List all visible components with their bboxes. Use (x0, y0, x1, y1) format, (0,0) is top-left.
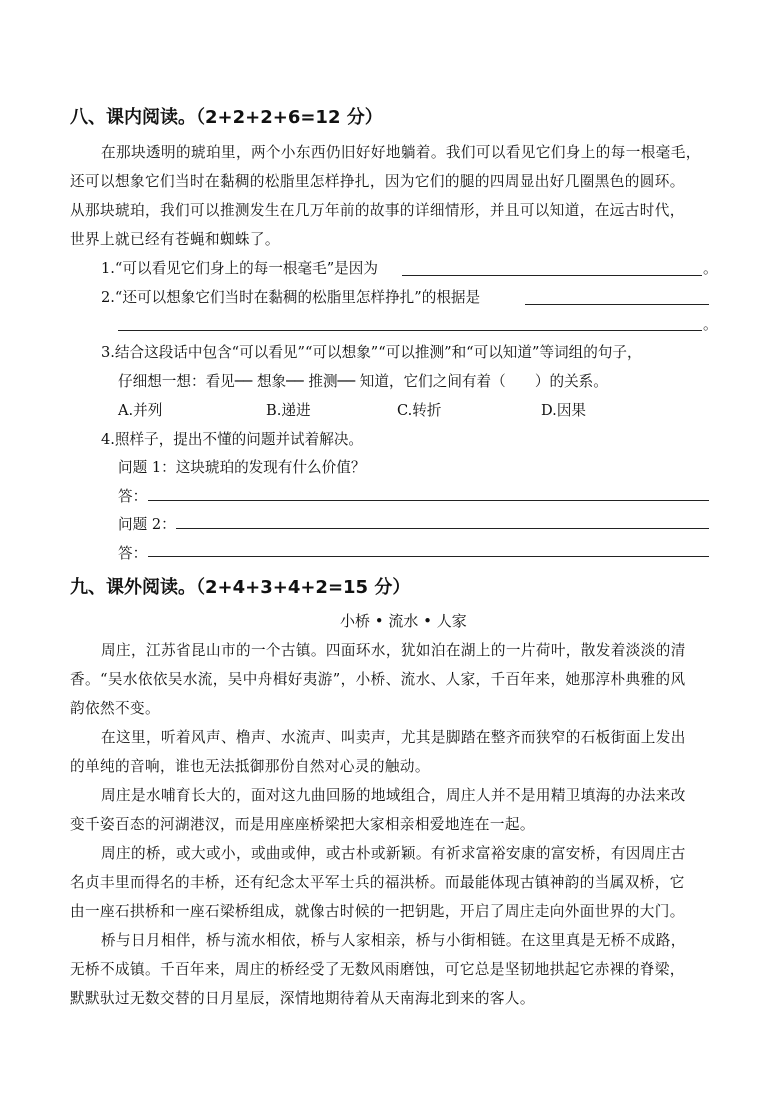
question-3-line2: 仔细想一想：看见── 想象── 推测── 知道，它们之间有着（ ）的关系。 (118, 373, 608, 390)
article-line: 在这里，听着风声、橹声、水流声、叫卖声，尤其是脚踏在整齐而狭窄的石板街面上发出 (101, 729, 686, 746)
passage-line: 还可以想象它们当时在黏稠的松脂里怎样挣扎，因为它们的腿的四周显出好几圈黑色的圆环。 (70, 173, 685, 190)
article-line: 周庄是水哺育长大的，面对这九曲回肠的地域组合，周庄人并不是用精卫填海的办法来改 (101, 787, 686, 804)
article-line: 变千姿百态的河湖港汊，而是用座座桥梁把大家相亲相爱地连在一起。 (70, 816, 535, 833)
question-4-q1: 问题 1：这块琥珀的发现有什么价值？ (118, 459, 366, 476)
answer-blank[interactable] (118, 330, 702, 331)
option-b[interactable]: B.递进 (266, 402, 311, 419)
question-2: 2.“还可以想象它们当时在黏稠的松脂里怎样挣扎”的根据是 (101, 289, 481, 306)
article-line: 桥与日月相伴，桥与流水相依，桥与人家相亲，桥与小街相链。在这里真是无桥不成路， (101, 932, 686, 949)
option-d[interactable]: D.因果 (541, 402, 587, 419)
article-title: 小桥 • 流水 • 人家 (340, 612, 467, 630)
article-line: 周庄，江苏省昆山市的一个古镇。四面环水，犹如泊在湖上的一片荷叶，散发着淡淡的清 (101, 642, 686, 659)
passage-line: 世界上就已经有苍蝇和蜘蛛了。 (70, 231, 280, 248)
article-line: 韵依然不变。 (70, 700, 160, 717)
question-3: 3.结合这段话中包含“可以看见”“可以想象”“可以推测”和“可以知道”等词组的句子， (101, 344, 642, 361)
question-1-end: 。 (703, 260, 718, 277)
answer-blank[interactable] (148, 556, 709, 557)
answer-label: 答： (118, 545, 148, 562)
article-line: 默默驮过无数交替的日月星辰，深情地期待着从天南海北到来的客人。 (70, 990, 535, 1007)
option-a[interactable]: A.并列 (118, 402, 163, 419)
answer-blank[interactable] (148, 500, 709, 501)
question-1: 1.“可以看见它们身上的每一根毫毛”是因为 (101, 260, 378, 277)
answer-blank[interactable] (176, 528, 709, 529)
article-line: 香。“吴水依依吴水流，吴中舟楫好夷游”，小桥、流水、人家，千百年来，她那淳朴典雅的风 (70, 671, 686, 688)
article-line: 的单纯的音响，谁也无法抵御那份自然对心灵的触动。 (70, 758, 430, 775)
question-4: 4.照样子，提出不懂的问题并试着解决。 (101, 431, 364, 448)
section9-title: 九、课外阅读。（2+4+3+4+2=15 分） (70, 577, 411, 598)
passage-line: 从那块琥珀，我们可以推测发生在几万年前的故事的详细情形，并且可以知道，在远古时代， (70, 202, 685, 219)
answer-blank[interactable] (525, 304, 709, 305)
passage-line: 在那块透明的琥珀里，两个小东西仍旧好好地躺着。我们可以看见它们身上的每一根毫毛， (101, 144, 701, 161)
option-c[interactable]: C.转折 (397, 402, 442, 419)
question-2-end: 。 (703, 316, 718, 333)
article-line: 名贞丰里而得名的丰桥，还有纪念太平军士兵的福洪桥。而最能体现古镇神韵的当属双桥，它 (70, 874, 685, 891)
article-line: 无桥不成镇。千百年来，周庄的桥经受了无数风雨磨蚀，可它总是坚韧地拱起它赤裸的脊梁， (70, 961, 685, 978)
article-line: 周庄的桥，或大或小，或曲或伸，或古朴或新颖。有祈求富裕安康的富安桥，有因周庄古 (101, 845, 686, 862)
answer-blank[interactable] (402, 275, 702, 276)
article-line: 由一座石拱桥和一座石梁桥组成，就像古时候的一把钥匙，开启了周庄走向外面世界的大门。 (70, 903, 685, 920)
answer-label: 答： (118, 488, 148, 505)
section8-title: 八、课内阅读。（2+2+2+6=12 分） (70, 107, 383, 128)
question-4-q2: 问题 2： (118, 516, 176, 533)
